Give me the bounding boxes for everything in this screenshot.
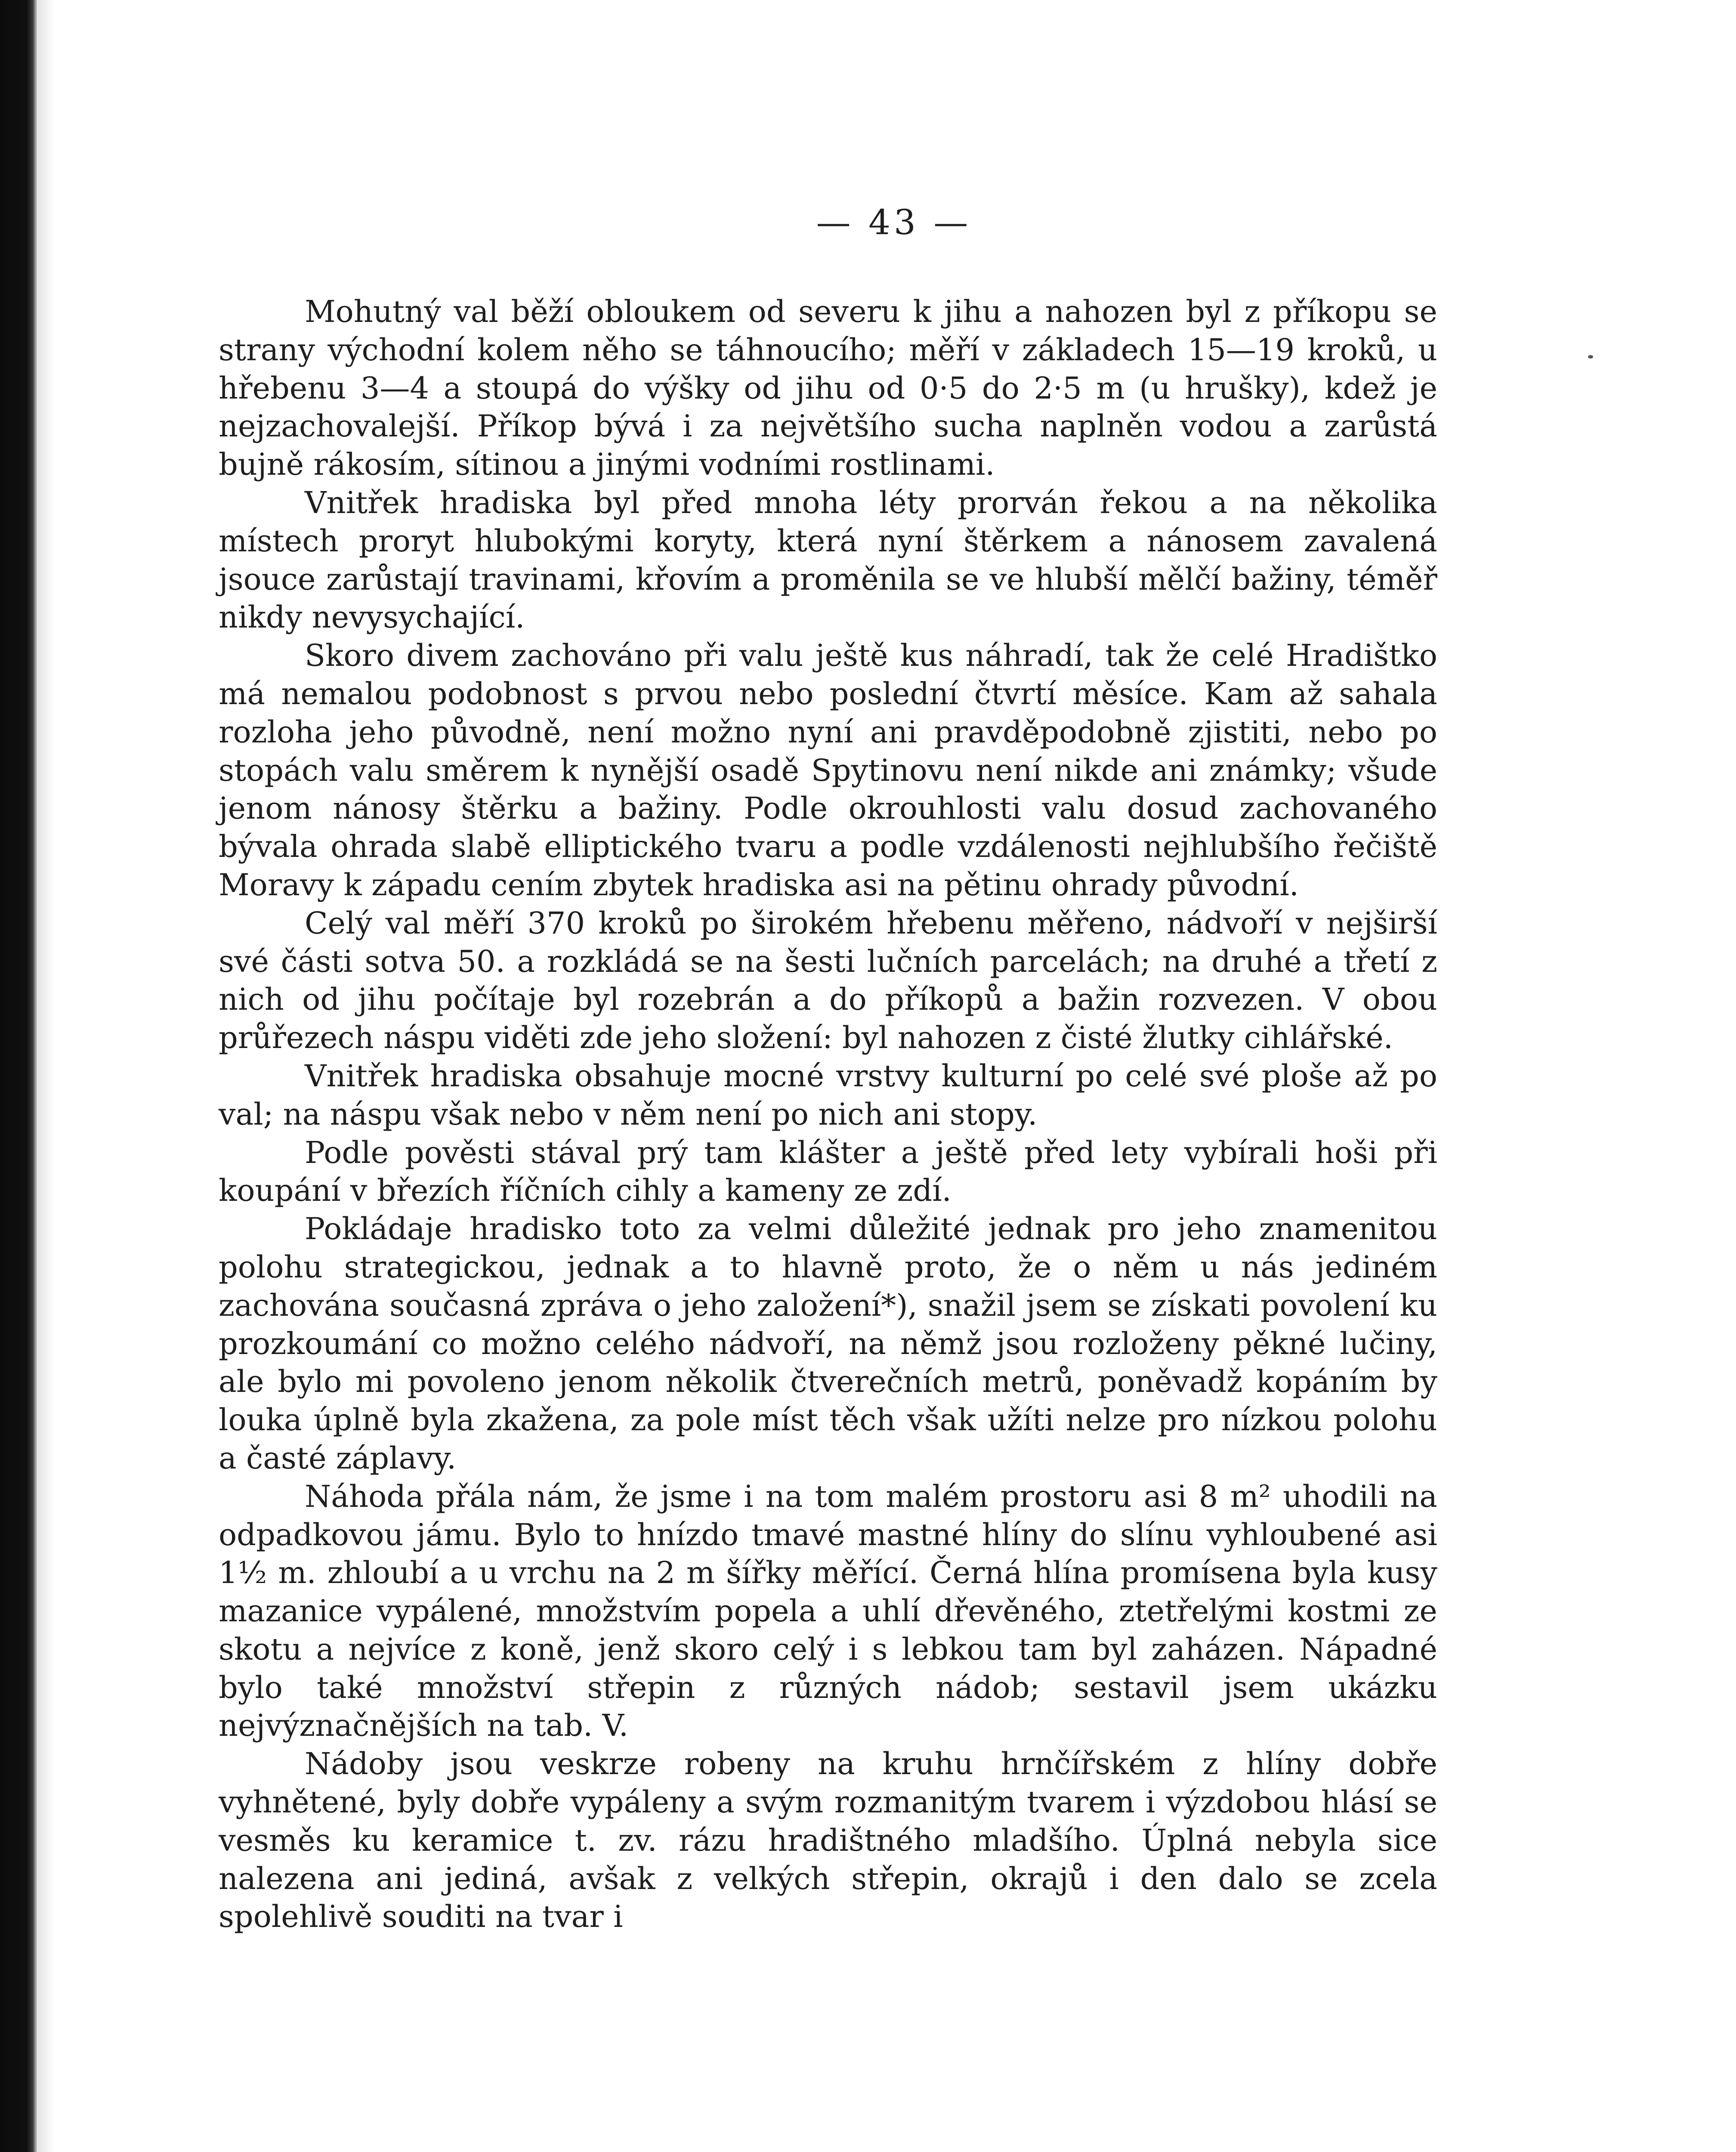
paragraph-6: Podle pověsti stával prý tam klášter a ještě před lety vybírali hoši při koupání v březích říčních cihly a kameny ze zdí. <box>219 1135 1437 1209</box>
page-number: — 43 — <box>816 202 972 242</box>
paragraph-3: Skoro divem zachováno při valu ještě kus náhradí, tak že celé Hradištko má nemalou podobnost s prvou nebo poslední čtvrtí měsíce. Kam až sahala rozloha jeho původně, není možno nyní ani pravděpodobně zjistiti, nebo po stopách valu směrem k nynější osadě Spytinovu není nikde ani známky; všude jenom nánosy štěrku a bažiny. Podle okrouhlosti valu dosud zachovaného bývala ohrada slabě elliptického tvaru a podle vzdálenosti nejhlubšího řečiště Moravy k západu cením zbytek hradiska asi na pětinu ohrady původní. <box>219 638 1437 903</box>
paragraph-9: Nádoby jsou veskrze robeny na kruhu hrnčířském z hlíny dobře vyhnětené, byly dobře vypáleny a svým rozmanitým tvarem i výzdobou hlásí se vesměs ku keramice t. zv. rázu hradištného mladšího. Úplná nebyla sice nalezena ani jediná, avšak z velkých střepin, okrajů i den dalo se zcela spolehlivě souditi na tvar i <box>219 1746 1437 1935</box>
paragraph-2: Vnitřek hradiska byl před mnoha léty prorván řekou a na několika místech proryt hlubokými koryty, která nyní štěrkem a nánosem zavalená jsouce zarůstají travinami, křovím a proměnila se ve hlubší mělčí bažiny, téměř nikdy nevysychající. <box>219 485 1437 635</box>
paragraph-5: Vnitřek hradiska obsahuje mocné vrstvy kulturní po celé své ploše až po val; na náspu však nebo v něm není po nich ani stopy. <box>219 1058 1437 1132</box>
paragraph-1: Mohutný val běží obloukem od severu k jihu a nahozen byl z příkopu se strany východní kolem něho se táhnoucího; měří v základech 15—19 kroků, u hřebenu 3—4 a stoupá do výšky od jihu od 0·5 do 2·5 m (u hrušky), kdež je nejzachovalejší. Příkop bývá i za největšího sucha naplněn vodou a zarůstá bujně rákosím, sítinou a jinými vodními rostlinami. <box>219 294 1437 482</box>
scan-binding-edge <box>0 0 38 2152</box>
paragraph-8: Náhoda přála nám, že jsme i na tom malém prostoru asi 8 m² uhodili na odpadkovou jámu. Bylo to hnízdo tmavé mastné hlíny do slínu vyhloubené asi 1½ m. zhloubí a u vrchu na 2 m šířky měřící. Černá hlína promísena byla kusy mazanice vypálené, množstvím popela a uhlí dřevěného, ztetřelými kostmi ze skotu a nejvíce z koně, jenž skoro celý i s lebkou tam byl zaházen. Nápadné bylo také množství střepin z různých nádob; sestavil jsem ukázku nejvýznačnějších na tab. V. <box>219 1478 1437 1744</box>
scan-speck <box>1588 355 1593 359</box>
paragraph-7: Pokládaje hradisko toto za velmi důležité jednak pro jeho znamenitou polohu strategickou, jednak a to hlavně proto, že o něm u nás jediném zachována současná zpráva o jeho založení*), snažil jsem se získati povolení ku prozkoumání co možno celého nádvoří, na němž jsou rozloženy pěkné lučiny, ale bylo mi povoleno jenom několik čtverečních metrů, poněvadž kopáním by louka úplně byla zkažena, za pole míst těch však užíti nelze pro nízkou polohu a časté záplavy. <box>219 1211 1437 1476</box>
body-text <box>219 293 1437 1936</box>
scan-binding-shadow <box>38 0 55 2152</box>
paragraph-4: Celý val měří 370 kroků po širokém hřebenu měřeno, nádvoří v nejširší své části sotva 50. a rozkládá se na šesti lučních parcelách; na druhé a třetí z nich od jihu počítaje byl rozebrán a do příkopů a bažin rozvezen. V obou průřezech náspu viděti zde jeho složení: byl nahozen z čisté žlutky cihlářské. <box>219 905 1437 1056</box>
